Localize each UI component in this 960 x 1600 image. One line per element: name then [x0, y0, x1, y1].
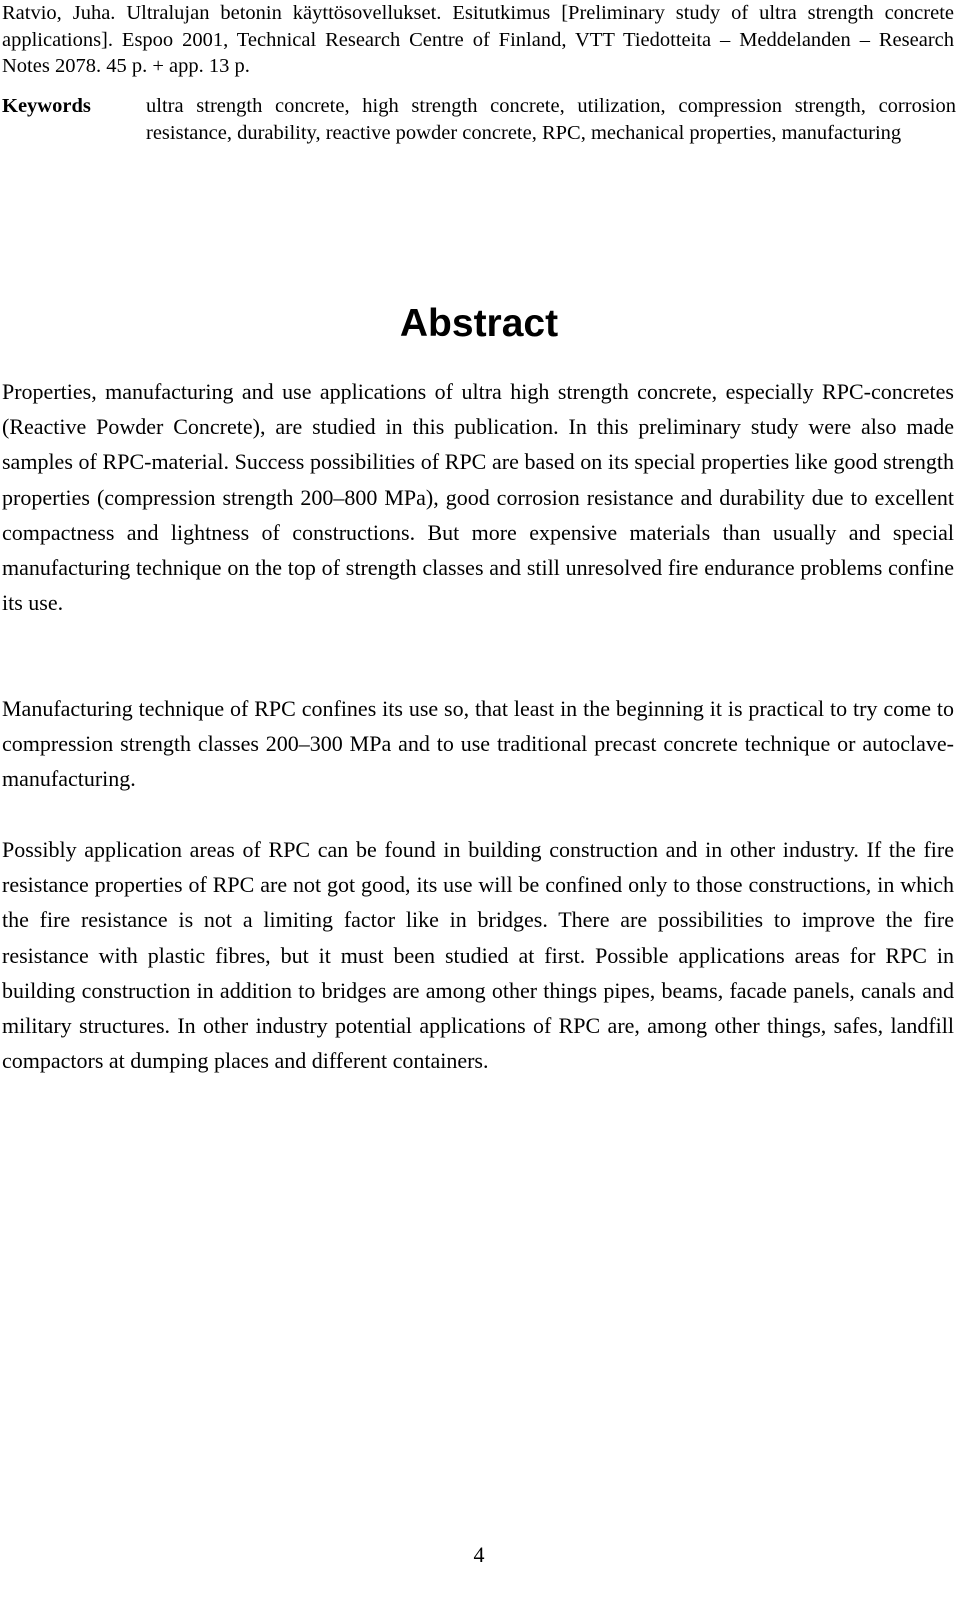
keywords-text: ultra strength concrete, high strength concrete, utilization, compression strength, corrosion resistance, durability, reactive powder concrete, RPC, mechanical properties, manufacturing [146, 95, 956, 144]
abstract-paragraph-3: Possibly application areas of RPC can be found in building construction and in other industry. If the fire resistance properties of RPC are not got good, its use will be confined only to those constructions, in which the fire resistance is not a limiting factor like in bridges. There are possibilities to improve the fire resistance with plastic fibres, but it must been studied at first. Possible applications areas for RPC in building construction in addition to bridges are among other things pipes, beams, facade panels, canals and military structures. In other industry potential applications of RPC are, among other things, safes, landfill compactors at dumping places and different containers. [2, 837, 954, 1074]
abstract-paragraph-2: Manufacturing technique of RPC confines its use so, that least in the beginning it is practical to try come to compression strength classes 200–300 MPa and to use traditional precast concrete technique or autoclave-manufacturing. [2, 696, 954, 792]
citation-text: Ratvio, Juha. Ultralujan betonin käyttösovellukset. Esitutkimus [Preliminary study of ultra strength concrete applications]. Espoo 2001, Technical Research Centre of Finland, VTT Tiedotteita – Meddelanden – Research Notes 2078. 45 p. + app. 13 p. [2, 2, 954, 77]
abstract-heading: Abstract [399, 302, 559, 345]
abstract-paragraph-1: Properties, manufacturing and use applications of ultra high strength concrete, especially RPC-concretes (Reactive Powder Concrete), are studied in this publication. In this preliminary study were also made samples of RPC-material. Success possibilities of RPC are based on its special properties like good strength properties (compression strength 200–800 MPa), good corrosion resistance and durability due to excellent compactness and lightness of constructions. But more expensive materials than usually and special manufacturing technique on the top of strength classes and still unresolved fire endurance problems confine its use. [2, 379, 954, 616]
page-number: 4 [473, 1542, 485, 1567]
keywords-label: Keywords [2, 95, 91, 117]
